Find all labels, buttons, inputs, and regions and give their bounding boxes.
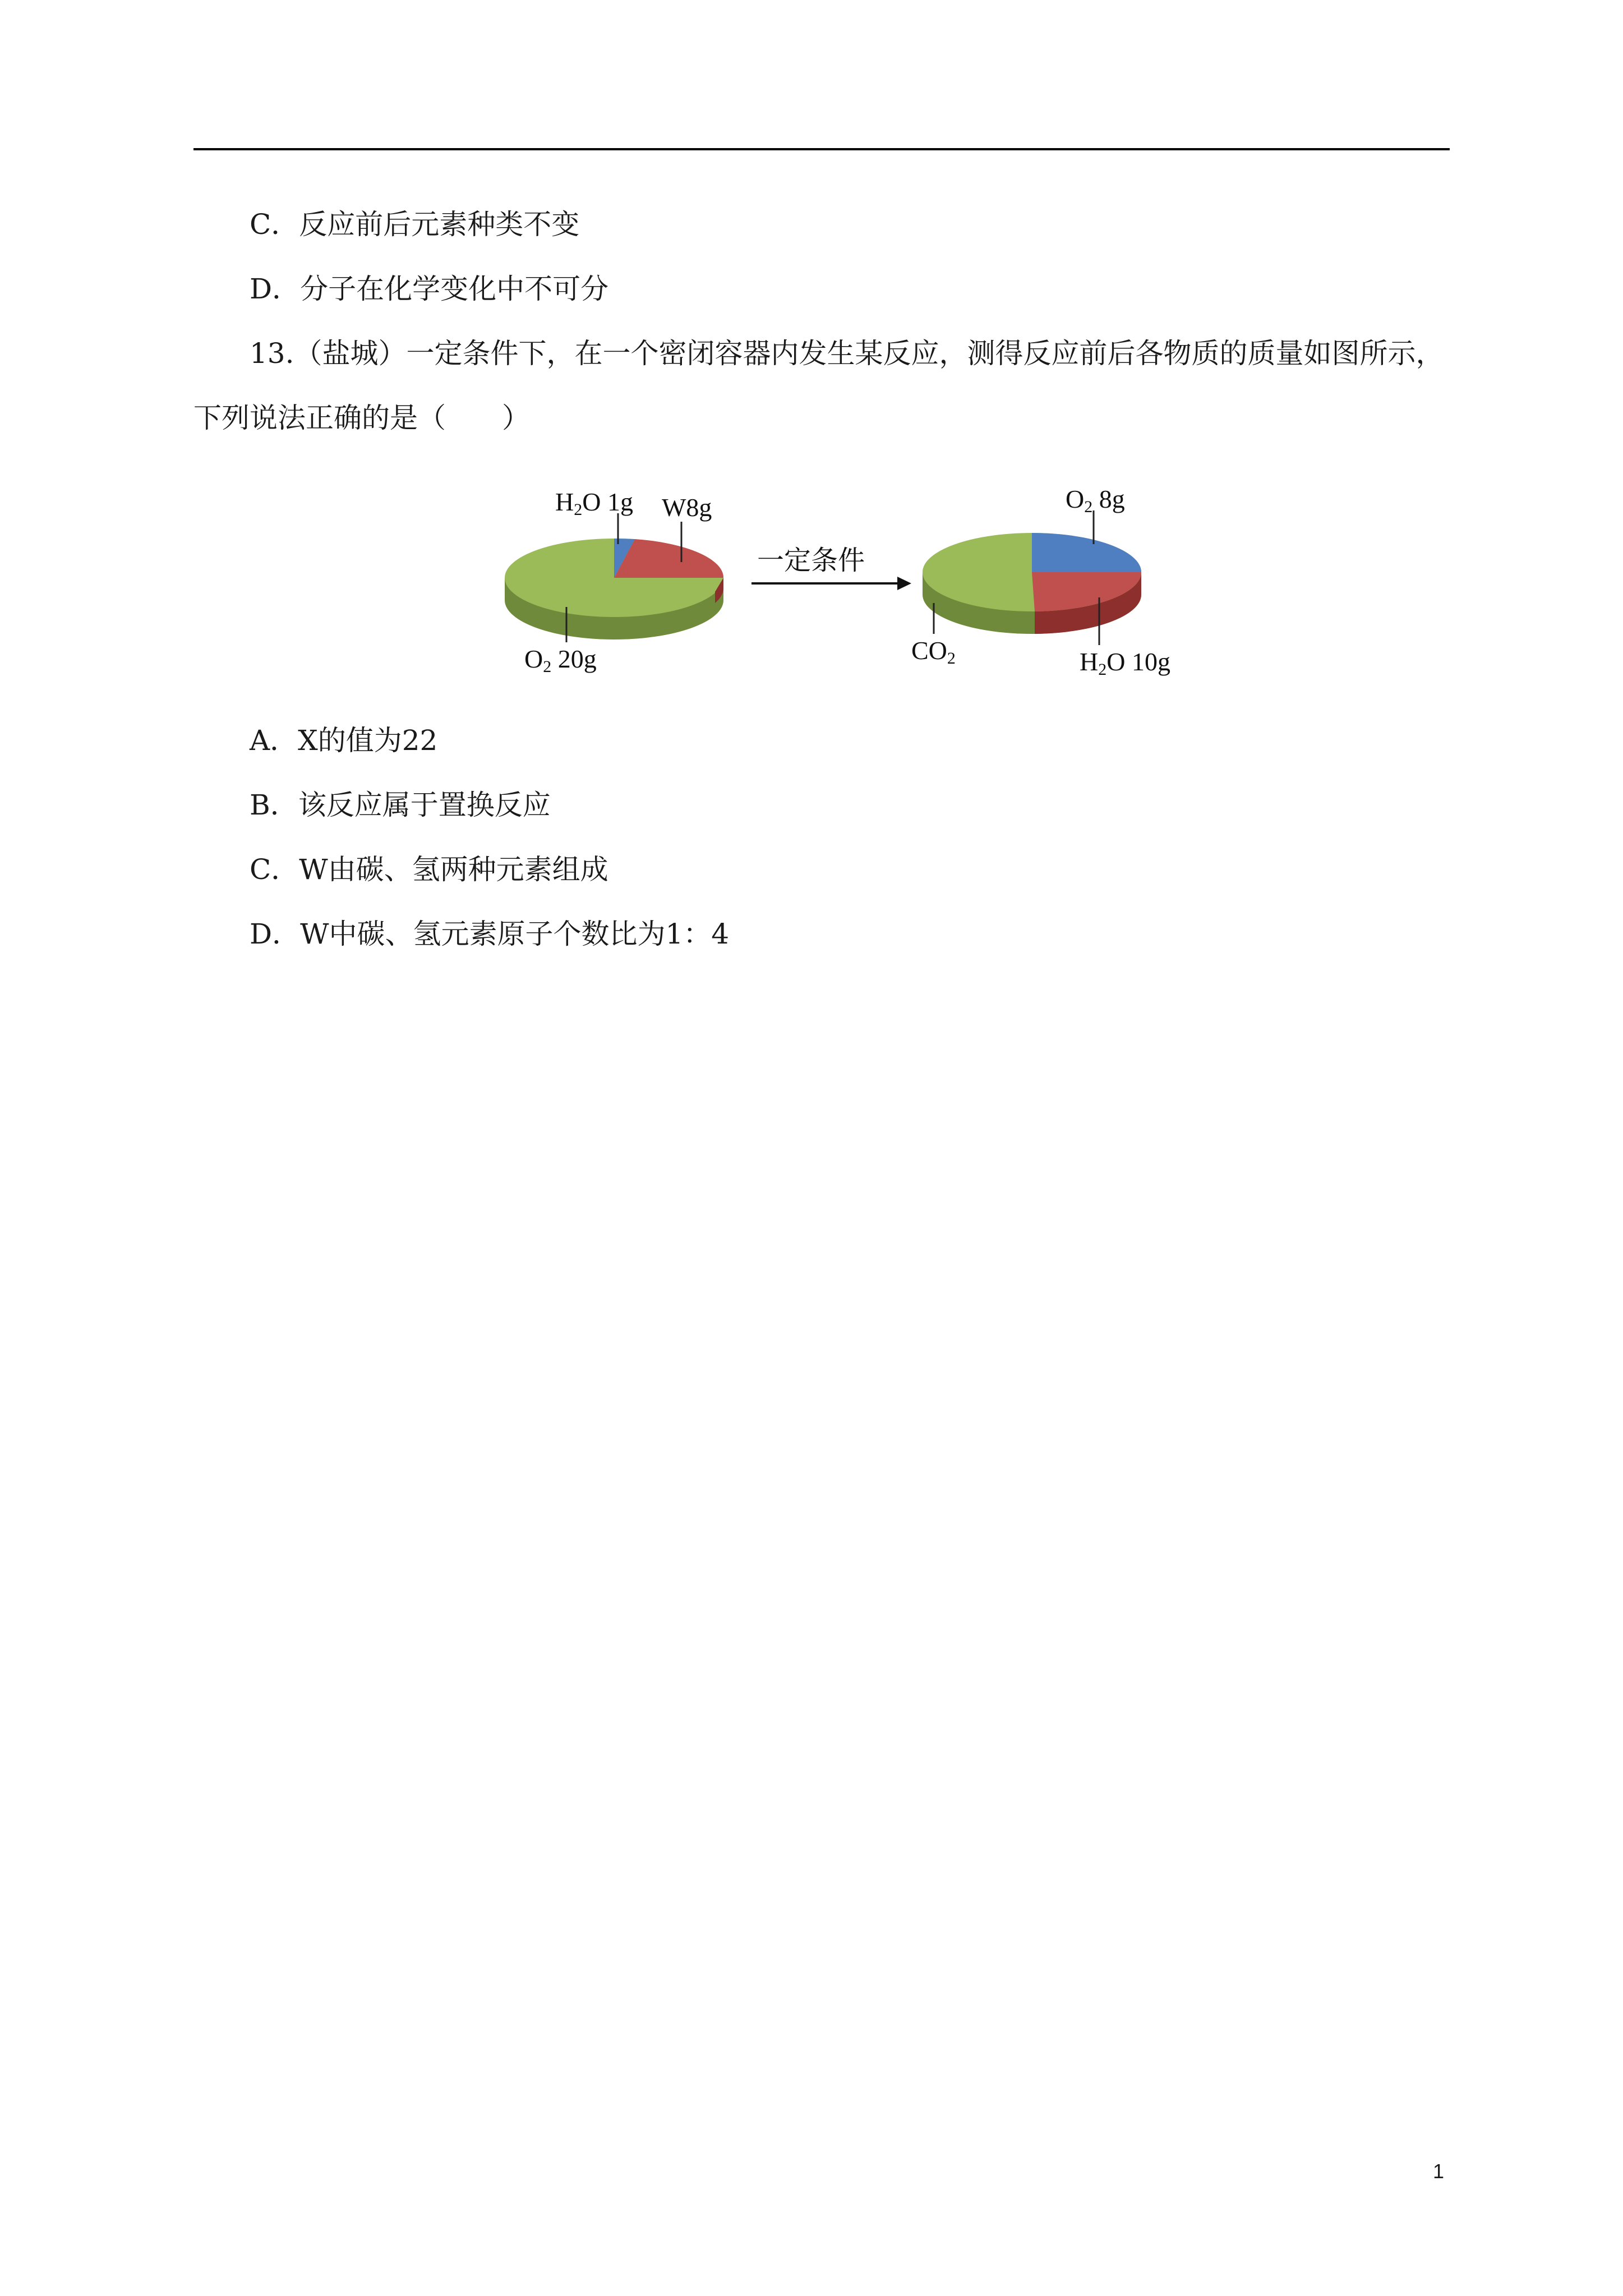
page-number: 1 (1433, 2160, 1445, 2183)
reaction-figure-svg (494, 477, 1200, 701)
pie-after-slice-o2 (1032, 533, 1141, 572)
pie-before-label-h2o: H2O 1g (555, 487, 633, 519)
reaction-arrow (751, 545, 911, 590)
question-13-line-2: 下列说法正确的是（ ） (193, 402, 530, 434)
pie-before-label-o2: O2 20g (524, 645, 597, 676)
option-d-prev: D．分子在化学变化中不可分 (250, 273, 609, 305)
pie-after-label-co2: CO2 (911, 636, 956, 668)
arrow-head (897, 577, 911, 590)
arrow-condition-label: 一定条件 (757, 545, 865, 576)
pie-before (505, 487, 723, 676)
pie-after-label-o2: O2 8g (1066, 485, 1125, 516)
pie-after-label-h2o: H2O 10g (1080, 647, 1170, 679)
option-d: D．W中碳、氢元素原子个数比为1：4 (250, 918, 730, 950)
option-c: C．W由碳、氢两种元素组成 (250, 853, 608, 886)
option-b: B．该反应属于置换反应 (250, 789, 551, 821)
option-a: A．X的值为22 (250, 724, 438, 757)
question-13-line-1: 13.（盐城）一定条件下，在一个密闭容器内发生某反应，测得反应前后各物质的质量如图所示， (250, 337, 1444, 370)
option-c-prev: C．反应前后元素种类不变 (250, 208, 580, 241)
pie-before-label-w: W8g (662, 493, 712, 522)
reaction-figure (494, 477, 1200, 701)
pie-after (911, 485, 1170, 679)
header-rule (193, 148, 1450, 150)
